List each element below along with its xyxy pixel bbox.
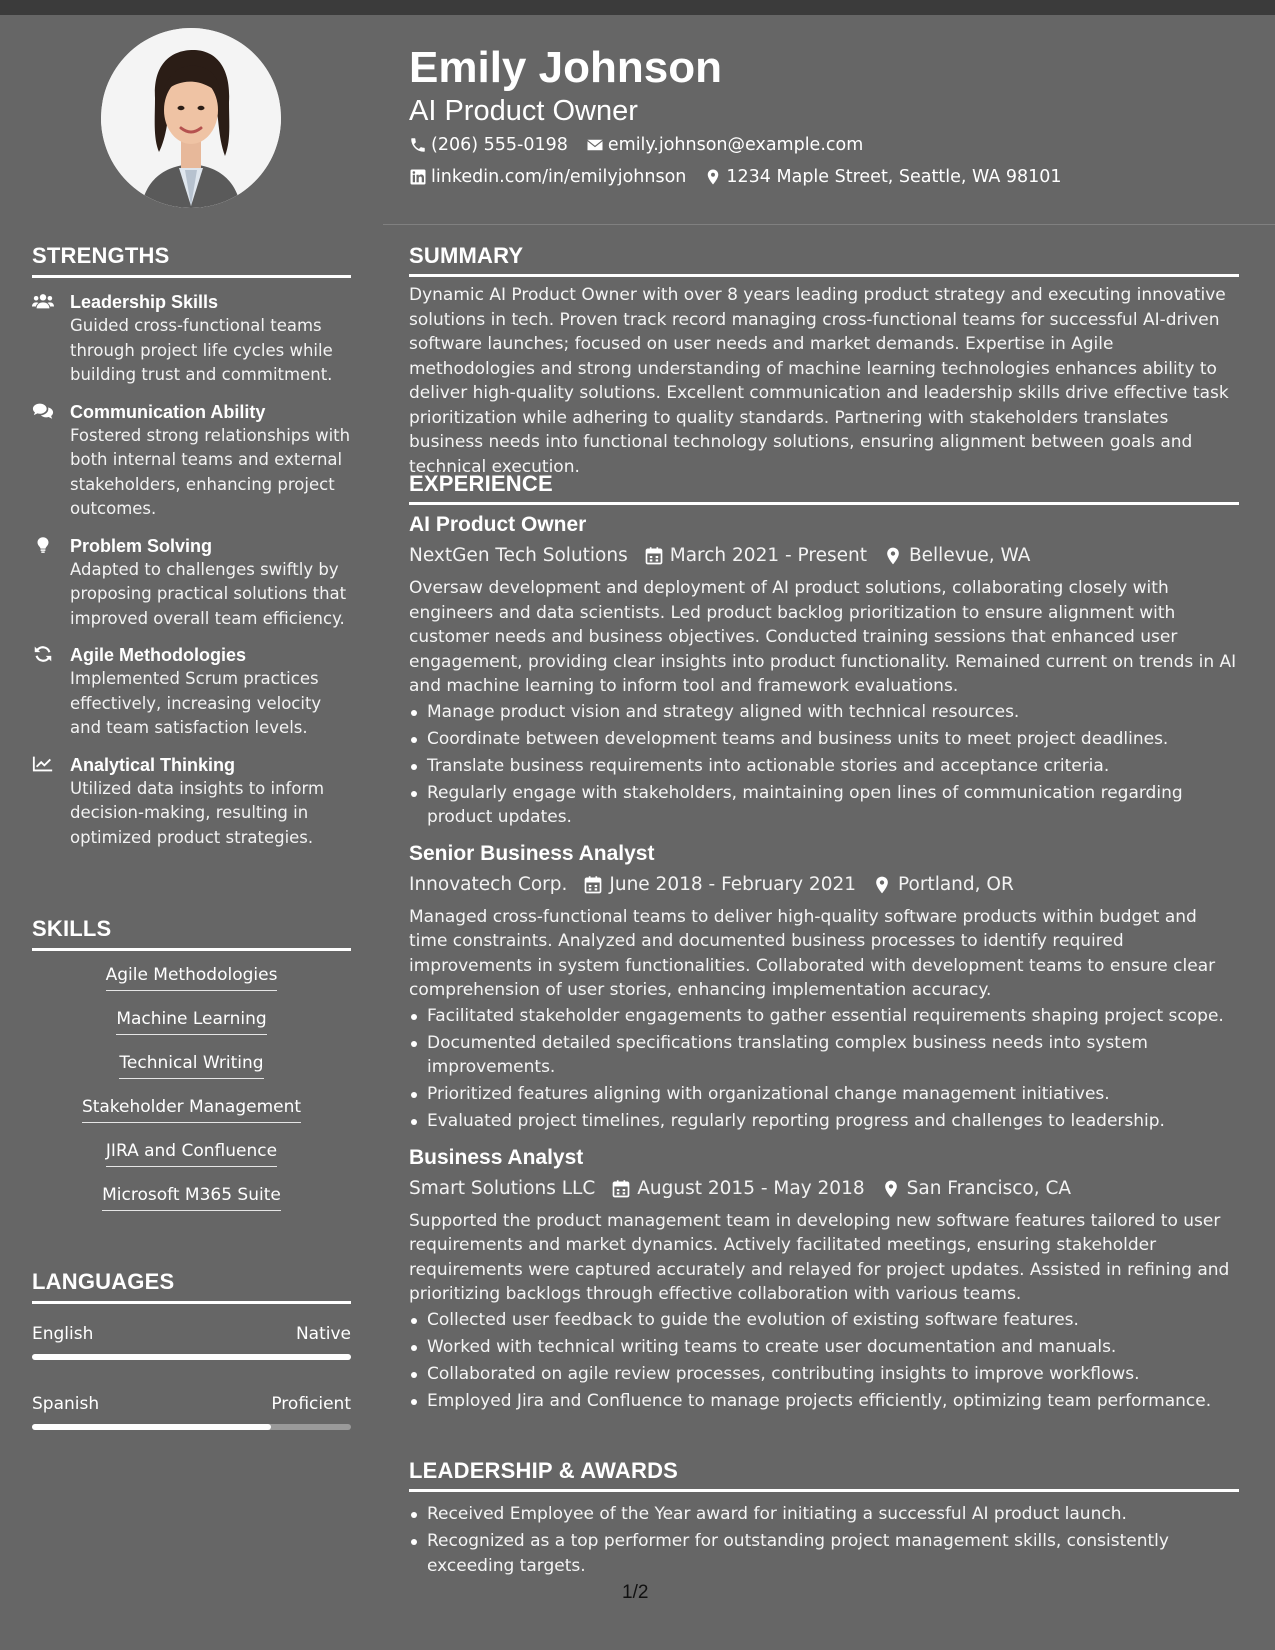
job-bullet: Evaluated project timelines, regularly reporting progress and challenges to leadership.	[409, 1109, 1239, 1134]
portrait-image	[101, 28, 281, 208]
skill-tag: Stakeholder Management	[82, 1095, 301, 1123]
lightbulb-icon	[32, 536, 54, 554]
skill-tag: Technical Writing	[119, 1051, 263, 1079]
candidate-name: Emily Johnson	[409, 43, 722, 92]
language-bar-fill	[32, 1354, 351, 1360]
language-level: Proficient	[271, 1394, 351, 1414]
strength-desc: Utilized data insights to inform decision-making, resulting in optimized product strategies.	[70, 778, 325, 847]
address-text: 1234 Maple Street, Seattle, WA 98101	[726, 167, 1062, 187]
envelope-icon	[586, 136, 604, 154]
language-bar-fill	[32, 1424, 271, 1430]
skills-section	[32, 916, 351, 1227]
strength-item	[32, 643, 351, 741]
job-meta	[409, 542, 1239, 570]
job-location: Bellevue, WA	[908, 545, 1031, 566]
top-bar	[0, 0, 1275, 15]
linkedin-link[interactable]: linkedin.com/in/emilyjohnson	[431, 167, 687, 187]
job-entry	[409, 1144, 1239, 1414]
job-bullet: Collected user feedback to guide the evolution of existing software features.	[409, 1308, 1239, 1333]
awards-section	[409, 1458, 1239, 1581]
job-bullet: Facilitated stakeholder engagements to gather essential requirements shaping project scope.	[409, 1004, 1239, 1029]
candidate-title: AI Product Owner	[409, 95, 638, 127]
job-bullet: Worked with technical writing teams to create user documentation and manuals.	[409, 1335, 1239, 1360]
comments-icon	[32, 402, 54, 420]
summary-rule	[409, 274, 1239, 277]
language-bar	[32, 1424, 351, 1430]
skills-rule	[32, 948, 351, 951]
job-company: NextGen Tech Solutions	[409, 545, 628, 566]
strength-desc: Implemented Scrum practices effectively, increasing velocity and team satisfaction levels.	[70, 669, 322, 737]
job-bullet: Prioritized features aligning with organizational change management initiatives.	[409, 1082, 1239, 1107]
language-level: Native	[295, 1324, 351, 1344]
job-bullet: Coordinate between development teams and business units to meet project deadlines.	[409, 727, 1239, 752]
header-divider	[383, 224, 1275, 225]
award-item: Received Employee of the Year award for initiating a successful AI product launch.	[409, 1502, 1239, 1527]
page-number: 1/2	[622, 1582, 649, 1603]
strength-desc: Guided cross-functional teams through project life cycles while building trust and commitment.	[70, 316, 333, 384]
job-bullets	[409, 1308, 1239, 1414]
job-company: Smart Solutions LLC	[409, 1177, 596, 1199]
job-company: Innovatech Corp.	[409, 873, 568, 895]
language-name: English	[32, 1324, 94, 1344]
users-icon	[32, 292, 54, 310]
experience-rule	[409, 502, 1239, 505]
calendar-icon	[583, 875, 603, 895]
skill-tag: Agile Methodologies	[106, 963, 278, 991]
job-dates: March 2021 - Present	[669, 545, 867, 566]
awards-heading: LEADERSHIP & AWARDS	[409, 1458, 679, 1483]
strength-item	[32, 290, 351, 388]
job-bullet: Documented detailed specifications translating complex business needs into system improvements.	[409, 1031, 1239, 1080]
strength-title: Problem Solving	[70, 535, 213, 556]
experience-heading: EXPERIENCE	[409, 471, 553, 496]
profile-photo	[101, 28, 281, 208]
job-title: Senior Business Analyst	[409, 841, 655, 865]
calendar-icon	[611, 1179, 631, 1199]
job-dates: August 2015 - May 2018	[637, 1177, 865, 1199]
map-marker-icon	[883, 546, 903, 566]
job-bullet: Regularly engage with stakeholders, maintaining open lines of communication regarding product updates.	[409, 781, 1239, 830]
job-entry	[409, 511, 1239, 830]
job-bullet: Employed Jira and Confluence to manage projects efficiently, optimizing team performance.	[409, 1389, 1239, 1414]
chart-line-icon	[32, 755, 54, 773]
experience-section	[409, 471, 1239, 1416]
awards-rule	[409, 1489, 1239, 1492]
skill-tag: Microsoft M365 Suite	[102, 1183, 281, 1211]
strength-title: Communication Ability	[70, 401, 266, 422]
job-meta	[409, 871, 1239, 899]
email-item	[586, 133, 863, 157]
job-bullets	[409, 1004, 1239, 1134]
map-marker-icon	[881, 1179, 901, 1199]
summary-section	[409, 243, 1239, 479]
language-bar	[32, 1354, 351, 1360]
linkedin-item	[409, 165, 686, 189]
job-location: San Francisco, CA	[906, 1177, 1072, 1199]
sync-icon	[32, 645, 54, 663]
strengths-list	[32, 290, 351, 850]
language-item	[32, 1322, 351, 1360]
award-item: Recognized as a top performer for outstanding project management skills, consistently exceeding targets.	[409, 1529, 1239, 1578]
language-item	[32, 1392, 351, 1430]
phone-icon	[409, 136, 427, 154]
strength-title: Leadership Skills	[70, 292, 219, 312]
email-link[interactable]: emily.johnson@example.com	[607, 135, 864, 155]
skills-heading: SKILLS	[32, 916, 112, 941]
calendar-icon	[644, 546, 664, 566]
strength-desc: Adapted to challenges swiftly by proposing practical solutions that improved overall team efficiency.	[70, 559, 347, 628]
job-description: Supported the product management team in developing new software features tailored to user requirements and market dynamics. Actively facilitated meetings, ensuring stakeholder requirements were captured accurately and relayed for project updates. Assisted in refining and prioritizing backlogs through effective collaboration with various teams.	[409, 1210, 1230, 1304]
job-bullet: Collaborated on agile review processes, contributing insights to improve workflows.	[409, 1362, 1239, 1387]
summary-text: Dynamic AI Product Owner with over 8 years leading product strategy and executing innovative solutions in tech. Proven track record managing cross-functional teams for successful AI-driven software launches; focused on user needs and market demands. Expertise in Agile methodologies and strong understanding of machine learning technologies enhances ability to deliver high-quality solutions. Excellent communication and leadership skills drive effective task prioritization while adhering to quality standards. Partnering with stakeholders translates business needs into functional technology solutions, ensuring alignment between goals and technical execution.	[409, 285, 1229, 477]
job-description: Managed cross-functional teams to deliver high-quality software products within budget and time constraints. Analyzed and documented business processes to identify required improvements in system functionalities. Collaborated with development teams to ensure clear comprehension of user stories, enhancing implementation accuracy.	[409, 906, 1216, 1000]
linkedin-icon	[409, 168, 427, 186]
job-bullets	[409, 700, 1239, 830]
strength-item	[32, 400, 351, 522]
job-bullet: Manage product vision and strategy aligned with technical resources.	[409, 700, 1239, 725]
skill-tag: JIRA and Confluence	[106, 1139, 277, 1167]
contact-row-2	[409, 165, 1080, 189]
job-title: Business Analyst	[409, 1145, 584, 1169]
job-description: Oversaw development and deployment of AI product solutions, collaborating closely with engineers and data scientists. Led product backlog prioritization to ensure alignment with customer needs and business objectives. Conducted training sessions that enhanced user engagement, providing clear insights into product functionality. Remained current on trends in AI and machine learning to inform tool and framework evaluations.	[409, 578, 1237, 696]
strength-item	[32, 534, 351, 632]
summary-heading: SUMMARY	[409, 243, 524, 268]
languages-section	[32, 1269, 351, 1430]
job-entry	[409, 840, 1239, 1134]
job-location: Portland, OR	[898, 873, 1014, 895]
phone-text[interactable]: (206) 555-0198	[431, 135, 568, 155]
phone-item	[409, 133, 568, 157]
awards-list	[409, 1502, 1239, 1578]
strength-title: Agile Methodologies	[70, 645, 247, 665]
contact-row-1	[409, 133, 881, 157]
job-meta	[409, 1175, 1239, 1203]
strengths-section	[32, 243, 351, 862]
skill-tag: Machine Learning	[116, 1007, 266, 1035]
job-dates: June 2018 - February 2021	[609, 873, 857, 895]
address-item	[704, 165, 1061, 189]
strengths-rule	[32, 275, 351, 278]
strength-desc: Fostered strong relationships with both internal teams and external stakeholders, enhancing project outcomes.	[70, 425, 351, 518]
map-marker-icon	[872, 875, 892, 895]
languages-heading: LANGUAGES	[32, 1269, 175, 1294]
strength-title: Analytical Thinking	[70, 754, 236, 775]
strengths-heading: STRENGTHS	[32, 243, 170, 268]
skills-list	[32, 963, 351, 1227]
map-marker-icon	[704, 168, 722, 186]
language-name: Spanish	[32, 1394, 100, 1414]
strength-item	[32, 753, 351, 851]
resume-page	[0, 15, 1275, 1650]
languages-rule	[32, 1301, 351, 1304]
job-title: AI Product Owner	[409, 513, 587, 536]
job-bullet: Translate business requirements into actionable stories and acceptance criteria.	[409, 754, 1239, 779]
